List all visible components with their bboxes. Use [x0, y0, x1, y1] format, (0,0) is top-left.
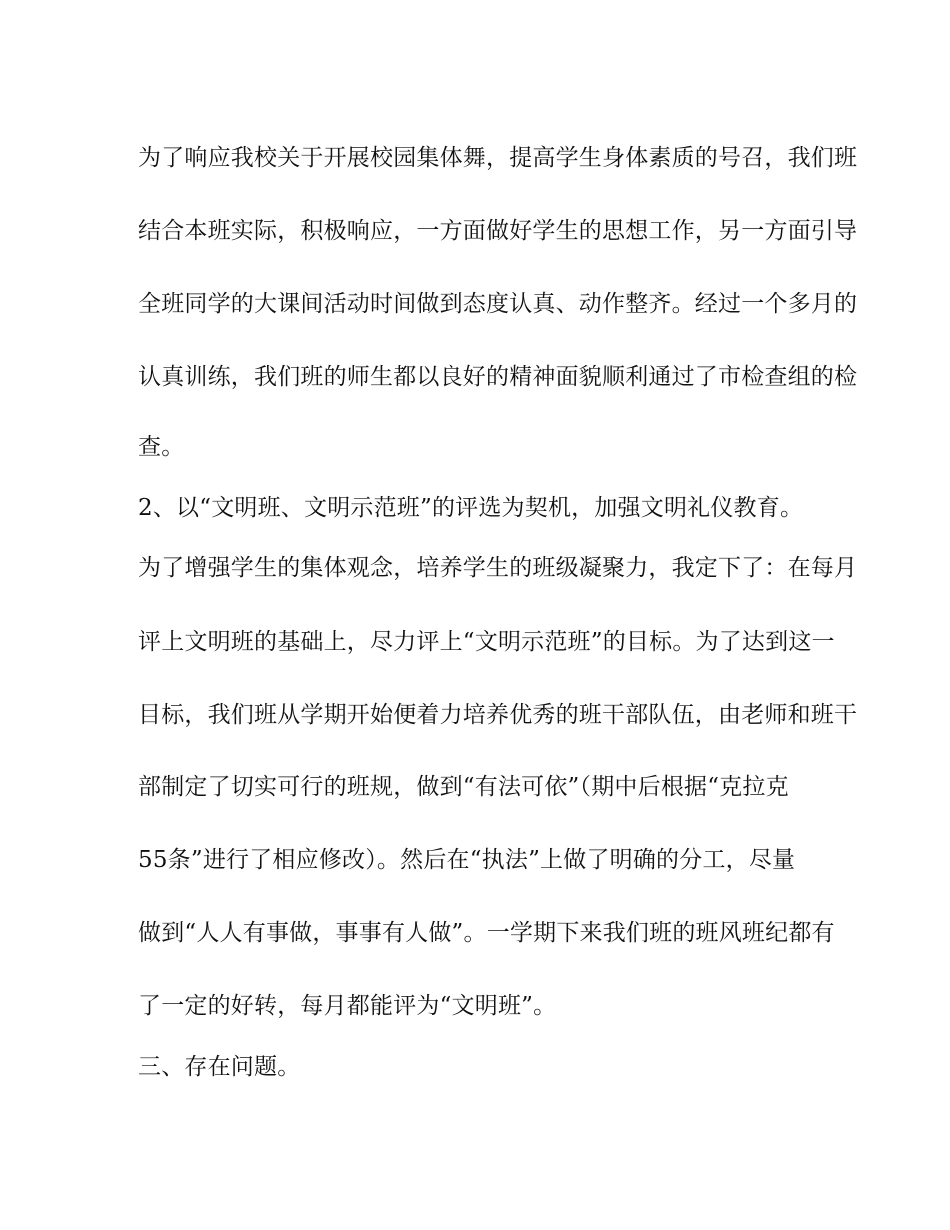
paragraph-1-line-2: 结合本班实际，积极响应，一方面做好学生的思想工作，另一方面引导 [138, 218, 858, 244]
paragraph-1-line-3: 全班同学的大课间活动时间做到态度认真、动作整齐。经过一个多月的 [138, 291, 858, 317]
paragraph-2-line-2: 评上文明班的基础上，尽力评上“文明示范班”的目标。为了达到这一 [138, 629, 835, 655]
paragraph-2-line-7: 了一定的好转，每月都能评为“文明班”。 [138, 993, 557, 1019]
paragraph-2-line-3: 目标，我们班从学期开始便着力培养优秀的班干部队伍，由老师和班干 [138, 702, 858, 728]
paragraph-2-line-4: 部制定了切实可行的班规，做到“有法可依”（期中后根据“克拉克 [138, 774, 789, 800]
paragraph-1-line-4: 认真训练，我们班的师生都以良好的精神面貌顺利通过了市检查组的检 [138, 364, 858, 390]
section-heading-3: 三、存在问题。 [138, 1054, 301, 1080]
paragraph-2-line-5: 55条”进行了相应修改）。然后在“执法”上做了明确的分工，尽量 [138, 847, 796, 873]
section-heading-2: 2、以“文明班、文明示范班”的评选为契机，加强文明礼仪教育。 [138, 495, 804, 521]
paragraph-1-line-5: 查。 [138, 434, 185, 460]
paragraph-2-line-6: 做到“人人有事做，事事有人做”。一学期下来我们班的班风班纪都有 [138, 920, 835, 946]
paragraph-2-line-1: 为了增强学生的集体观念，培养学生的班级凝聚力，我定下了：在每月 [138, 555, 858, 581]
paragraph-1-line-1: 为了响应我校关于开展校园集体舞，提高学生身体素质的号召，我们班 [138, 145, 858, 171]
